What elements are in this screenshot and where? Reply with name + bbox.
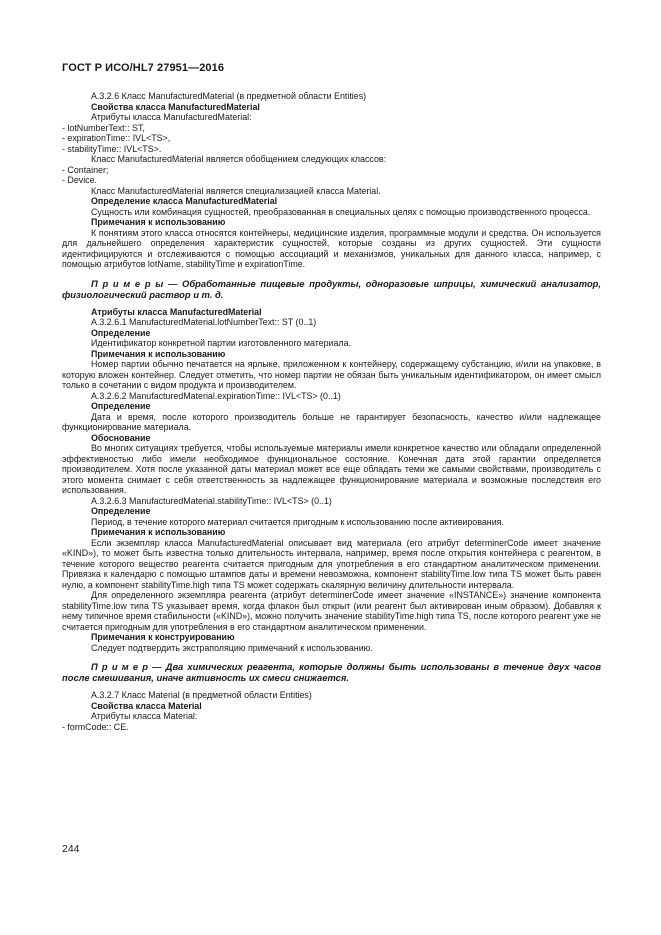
paragraph: Обоснование	[91, 432, 151, 443]
paragraph: Примечания к использованию	[91, 348, 226, 359]
paragraph: Определение	[91, 401, 151, 411]
paragraph: A.3.2.6 Класс ManufacturedMaterial (в предметной области Entities)	[91, 91, 367, 101]
paragraph: Если экземпляр класса ManufacturedMaterial описывает вид материала (его атрибут determinerCode имеет значение «KIND»), то может быть известна только длительность интервала, например, время после открытия контейнера с реагентом, в течение которого вещество реагента считается пригодным для употребления в его стандартном аналитическом применении. Привязка к календарю с помощью штампов даты и времени невозможна, компонент stabilityTime.low типа TS может быть равен нулю, а компонент stabilityTime.high типа TS может содержать скалярную величину длительности интервала.	[62, 537, 601, 590]
paragraph: Атрибуты класса ManufacturedMaterial:	[91, 112, 252, 122]
paragraph: A.3.2.6.1 ManufacturedMaterial.lotNumberText:: ST (0..1)	[91, 317, 317, 327]
paragraph: A.3.2.6.2 ManufacturedMaterial.expirationTime:: IVL<TS> (0..1)	[91, 390, 341, 401]
paragraph: A.3.2.7 Класс Material (в предметной области Entities)	[91, 690, 312, 700]
paragraph: A.3.2.6.3 ManufacturedMaterial.stabilityTime:: IVL<TS> (0..1)	[91, 495, 332, 506]
paragraph: Следует подтвердить экстраполяцию примечаний к использованию.	[91, 642, 373, 653]
paragraph: Номер партии обычно печатается на ярлыке, приложенном к контейнеру, содержащему субстанцию, и/или на упаковке, в которую вложен контейнер. Следует отметить, что номер партии не обязан быть уникальным идентификатором, он имеет смысл только в сочетании с видом продукта и производителем.	[62, 359, 601, 390]
paragraph: Определение	[91, 327, 151, 338]
paragraph: Атрибуты класса ManufacturedMaterial	[91, 306, 262, 317]
paragraph: Для определенного экземпляра реагента (атрибут determinerCode имеет значение «INSTANCE») значение компонента stabilityTime.low типа TS указывает время, когда флакон был открыт (или реагент был активирован иным образом). Добавляя к нему типичное время стабильности («KIND»), можно получить значение stabilityTime.high типа TS, после которого реагент уже не считается пригодным для употребления в его стандартном аналитическом применении.	[62, 590, 601, 632]
paragraph: Период, в течение которого материал считается пригодным к использованию после активирования.	[91, 516, 504, 527]
paragraph: Атрибуты класса Material:	[91, 711, 198, 721]
paragraph: - stabilityTime:: IVL<TS>.	[62, 143, 162, 154]
paragraph: - formCode:: CE.	[62, 721, 129, 732]
paragraph: Определение	[91, 506, 151, 516]
paragraph: Примечания к использованию	[91, 217, 226, 227]
paragraph: - lotNumberText:: ST,	[62, 122, 145, 133]
paragraph: П р и м е р ы — Обработанные пищевые продукты, одноразовые шприцы, химический анализатор, физиологический раствор и т. д.	[62, 277, 601, 300]
paragraph: Класс ManufacturedMaterial является обобщением следующих классов:	[91, 154, 387, 164]
paragraph: Определение класса ManufacturedMaterial	[91, 196, 278, 206]
paragraph: Свойства класса Material	[91, 700, 202, 711]
paragraph: Примечания к использованию	[91, 527, 226, 537]
document-header: ГОСТ Р ИСО/HL7 27951—2016	[62, 62, 225, 74]
paragraph: Идентификатор конкретной партии изготовленного материала.	[91, 338, 351, 348]
paragraph: - expirationTime:: IVL<TS>,	[62, 133, 171, 143]
paragraph: - Container;	[62, 164, 109, 175]
paragraph: П р и м е р — Два химических реагента, которые должны быть использованы в течение двух часов после смешивания, иначе активность их смеси снижается.	[62, 661, 601, 683]
paragraph: - Device.	[62, 175, 98, 185]
paragraph: Класс ManufacturedMaterial является специализацией класса Material.	[91, 185, 381, 196]
paragraph: Примечания к конструированию	[91, 632, 235, 642]
paragraph: Дата и время, после которого производитель больше не гарантирует безопасность, качество и/или надлежащее функционирование материала.	[62, 411, 601, 432]
paragraph: К понятиям этого класса относятся контейнеры, медицинские изделия, программные модули и средства. Он используется для дальнейшего определения характеристик сущностей, которые созданы из других сущностей. Эти сущности идентифицируются и отслеживаются с помощью ассоциаций и механизмов, уникальных для данного класса, например, с помощью атрибутов lotName, stabilityTime и expirationTime.	[62, 227, 601, 269]
document-body	[62, 91, 601, 732]
paragraph: Во многих ситуациях требуется, чтобы используемые материалы имели конкретное качество или обладали определенной эффективностью либо имели необходимое функциональное состояние. Конечная дата этой гарантии определяется производителем. Хотя после указанной даты материал может все еще обладать теми же самыми свойствами, производитель с этого момента снимает с себя ответственность за надлежащее функционирование материала и возможные последствия его использования.	[62, 443, 601, 495]
paragraph: Свойства класса ManufacturedMaterial	[91, 101, 260, 112]
page-number: 244	[62, 843, 80, 855]
paragraph: Сущность или комбинация сущностей, преобразованная в специальных целях с помощью производственного процесса.	[91, 206, 591, 217]
